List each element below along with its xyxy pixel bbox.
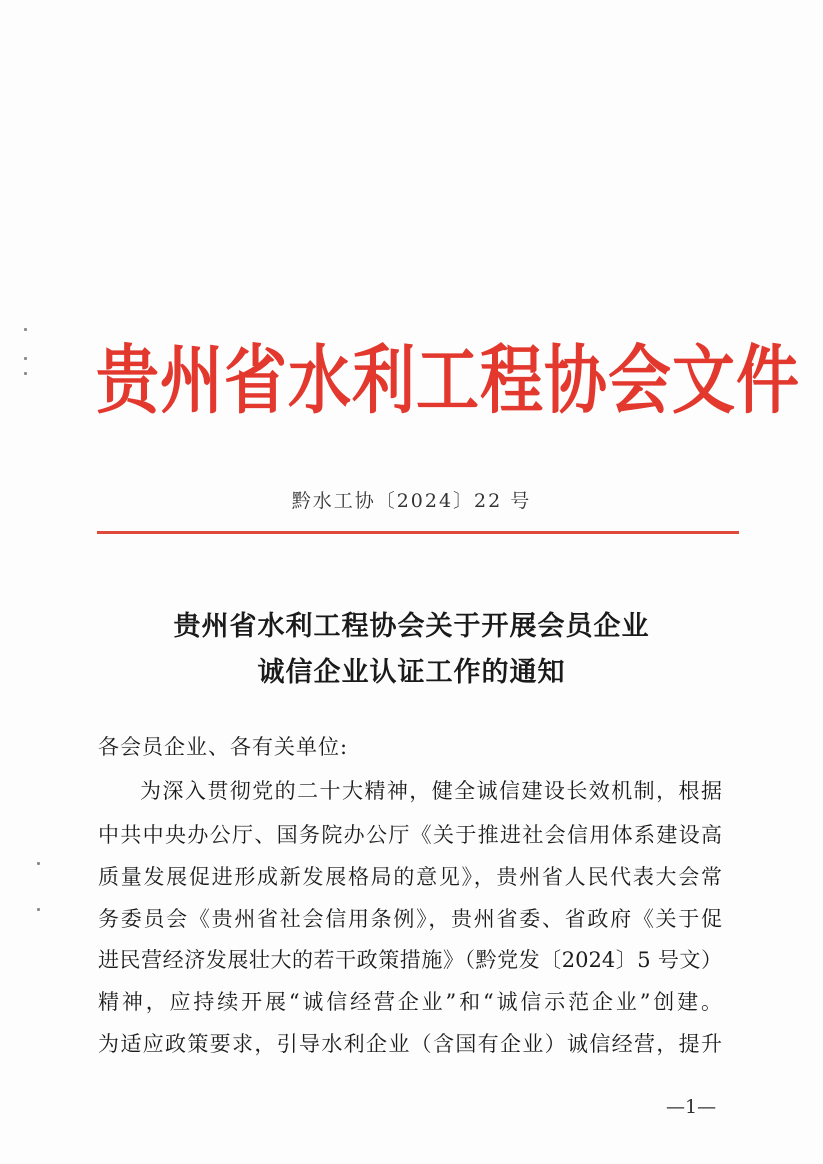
scan-mark xyxy=(37,862,40,865)
scan-mark xyxy=(24,372,27,375)
body-line: 为深入贯彻党的二十大精神，健全诚信建设长效机制，根据 xyxy=(140,779,722,803)
body-line: 进民营经济发展壮大的若干政策措施》（黔党发〔2024〕5 号文） xyxy=(98,948,722,972)
body-line: 为适应政策要求，引导水利企业（含国有企业）诚信经营，提升 xyxy=(98,1032,722,1056)
page-number: —1— xyxy=(666,1096,717,1118)
body-line: 中共中央办公厅、国务院办公厅《关于推进社会信用体系建设高 xyxy=(98,823,722,847)
body-line: 精神，应持续开展“诚信经营企业”和“诚信示范企业”创建。 xyxy=(98,990,722,1014)
red-divider-line xyxy=(97,531,739,534)
scan-mark xyxy=(24,328,27,331)
scan-mark xyxy=(37,908,40,911)
notice-title-line-1: 贵州省水利工程协会关于开展会员企业 xyxy=(173,611,650,642)
scan-mark xyxy=(24,357,27,360)
organization-header-title: 贵州省水利工程协会文件 xyxy=(96,337,800,424)
body-line: 务委员会《贵州省社会信用条例》，贵州省委、省政府《关于促 xyxy=(98,907,722,931)
salutation: 各会员企业、各有关单位: xyxy=(98,735,349,759)
notice-title-line-2: 诚信企业认证工作的通知 xyxy=(257,657,566,688)
body-line: 质量发展促进形成新发展格局的意见》，贵州省人民代表大会常 xyxy=(98,865,722,889)
document-number: 黔水工协〔2024〕22 号 xyxy=(291,490,532,512)
